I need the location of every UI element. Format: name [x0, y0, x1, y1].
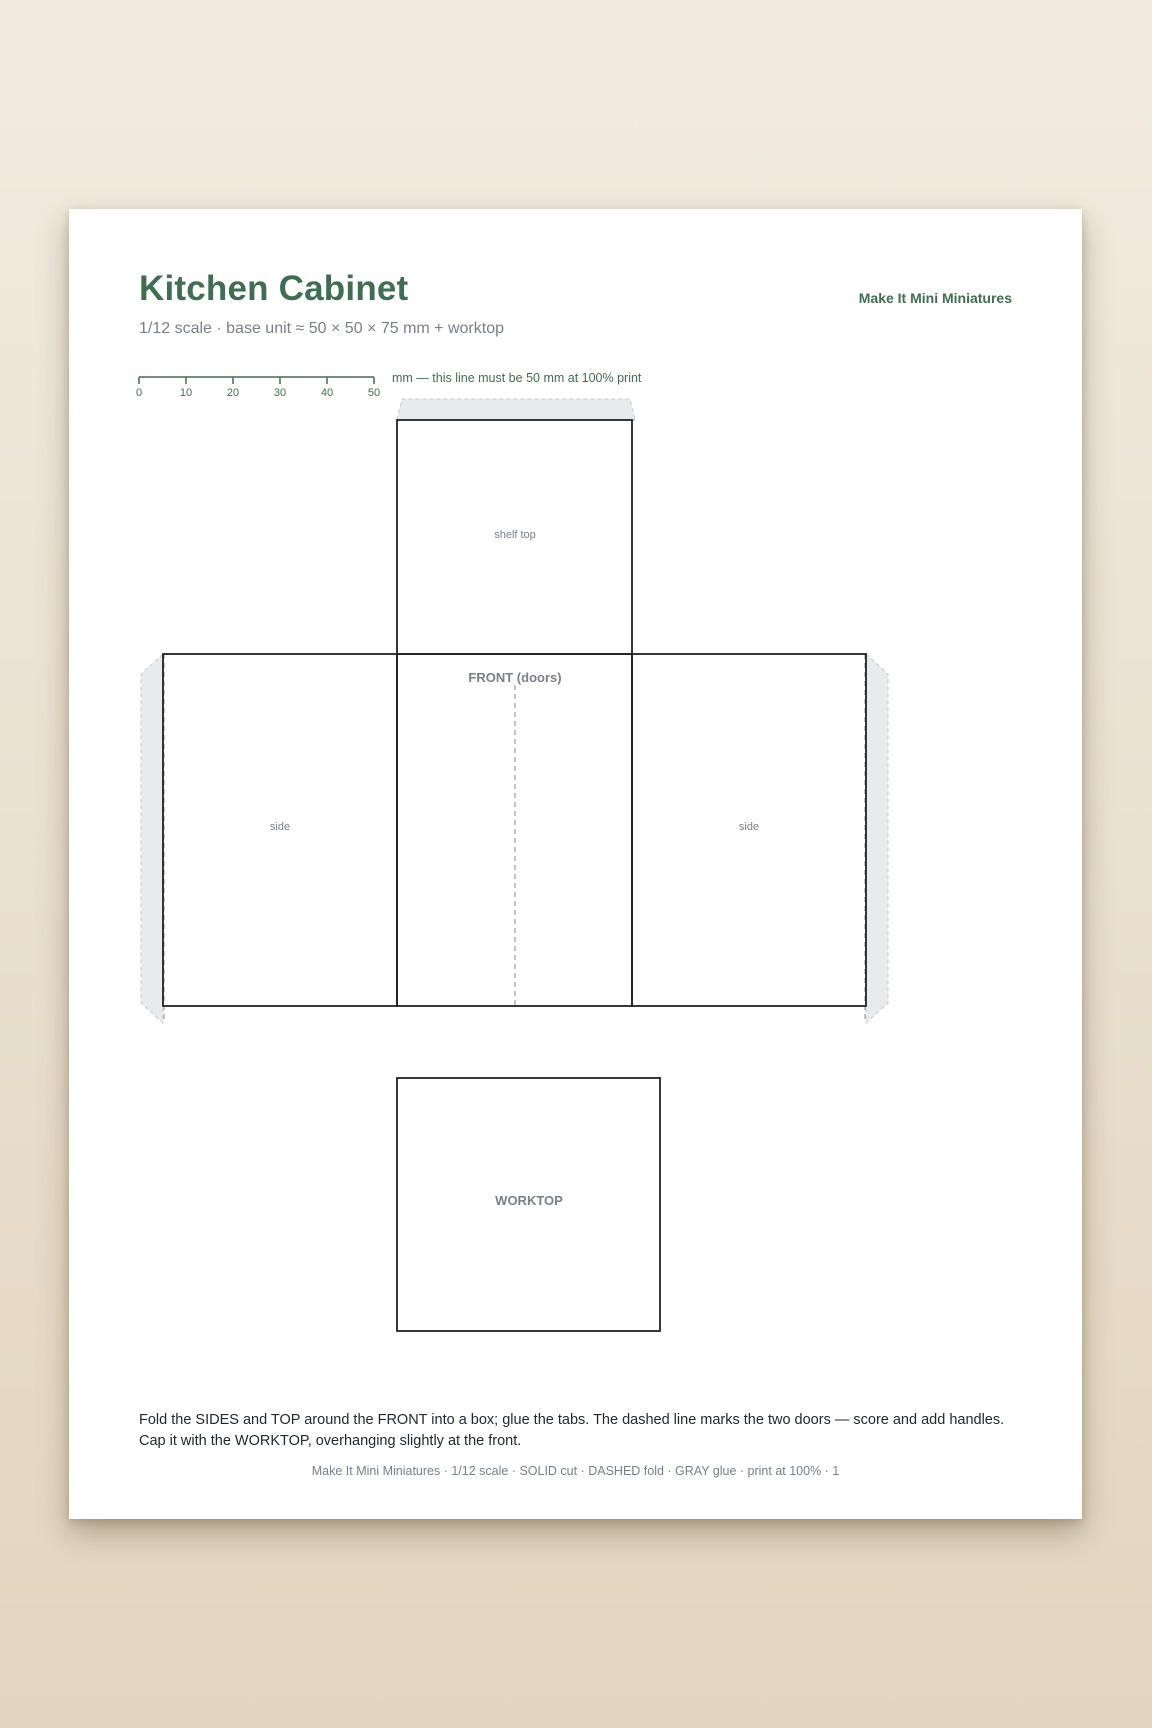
- template-sheet: [69, 209, 1082, 1519]
- scale-tick-label: 50: [367, 387, 381, 399]
- instructions-line: Cap it with the WORKTOP, overhanging slightly at the front.: [139, 1433, 522, 1449]
- side-left-label: side: [269, 821, 291, 833]
- scale-bar-note: mm — this line must be 50 mm at 100% print: [392, 371, 642, 385]
- cabinet-net-diagram: [69, 209, 1082, 1519]
- scale-tick-label: 10: [179, 387, 193, 399]
- instructions-line: Fold the SIDES and TOP around the FRONT into a box; glue the tabs. The dashed line marks the two doors — score and add handles.: [139, 1412, 1005, 1428]
- scale-tick-label: 40: [320, 387, 334, 399]
- scale-tick-label: 30: [273, 387, 287, 399]
- glue-tab-top: [397, 399, 635, 420]
- glue-tab-left: [141, 654, 163, 1023]
- page-footer: Make It Mini Miniatures · 1/12 scale · SOLID cut · DASHED fold · GRAY glue · print at 100% · 1: [311, 1464, 840, 1478]
- page-subtitle: 1/12 scale · base unit ≈ 50 × 50 × 75 mm + worktop: [139, 320, 504, 337]
- scale-bar: [139, 377, 374, 384]
- shelf-top-label: shelf top: [494, 529, 536, 541]
- scale-tick-label: 20: [226, 387, 240, 399]
- glue-tab-right: [866, 654, 888, 1023]
- worktop-label: WORKTOP: [495, 1193, 563, 1208]
- scale-tick-label: 0: [135, 387, 143, 399]
- instructions: [139, 1410, 1039, 1452]
- side-right-label: side: [738, 821, 760, 833]
- page-title: Kitchen Cabinet: [139, 269, 409, 308]
- brand-name: Make It Mini Miniatures: [858, 290, 1012, 306]
- front-label: FRONT (doors): [468, 670, 562, 685]
